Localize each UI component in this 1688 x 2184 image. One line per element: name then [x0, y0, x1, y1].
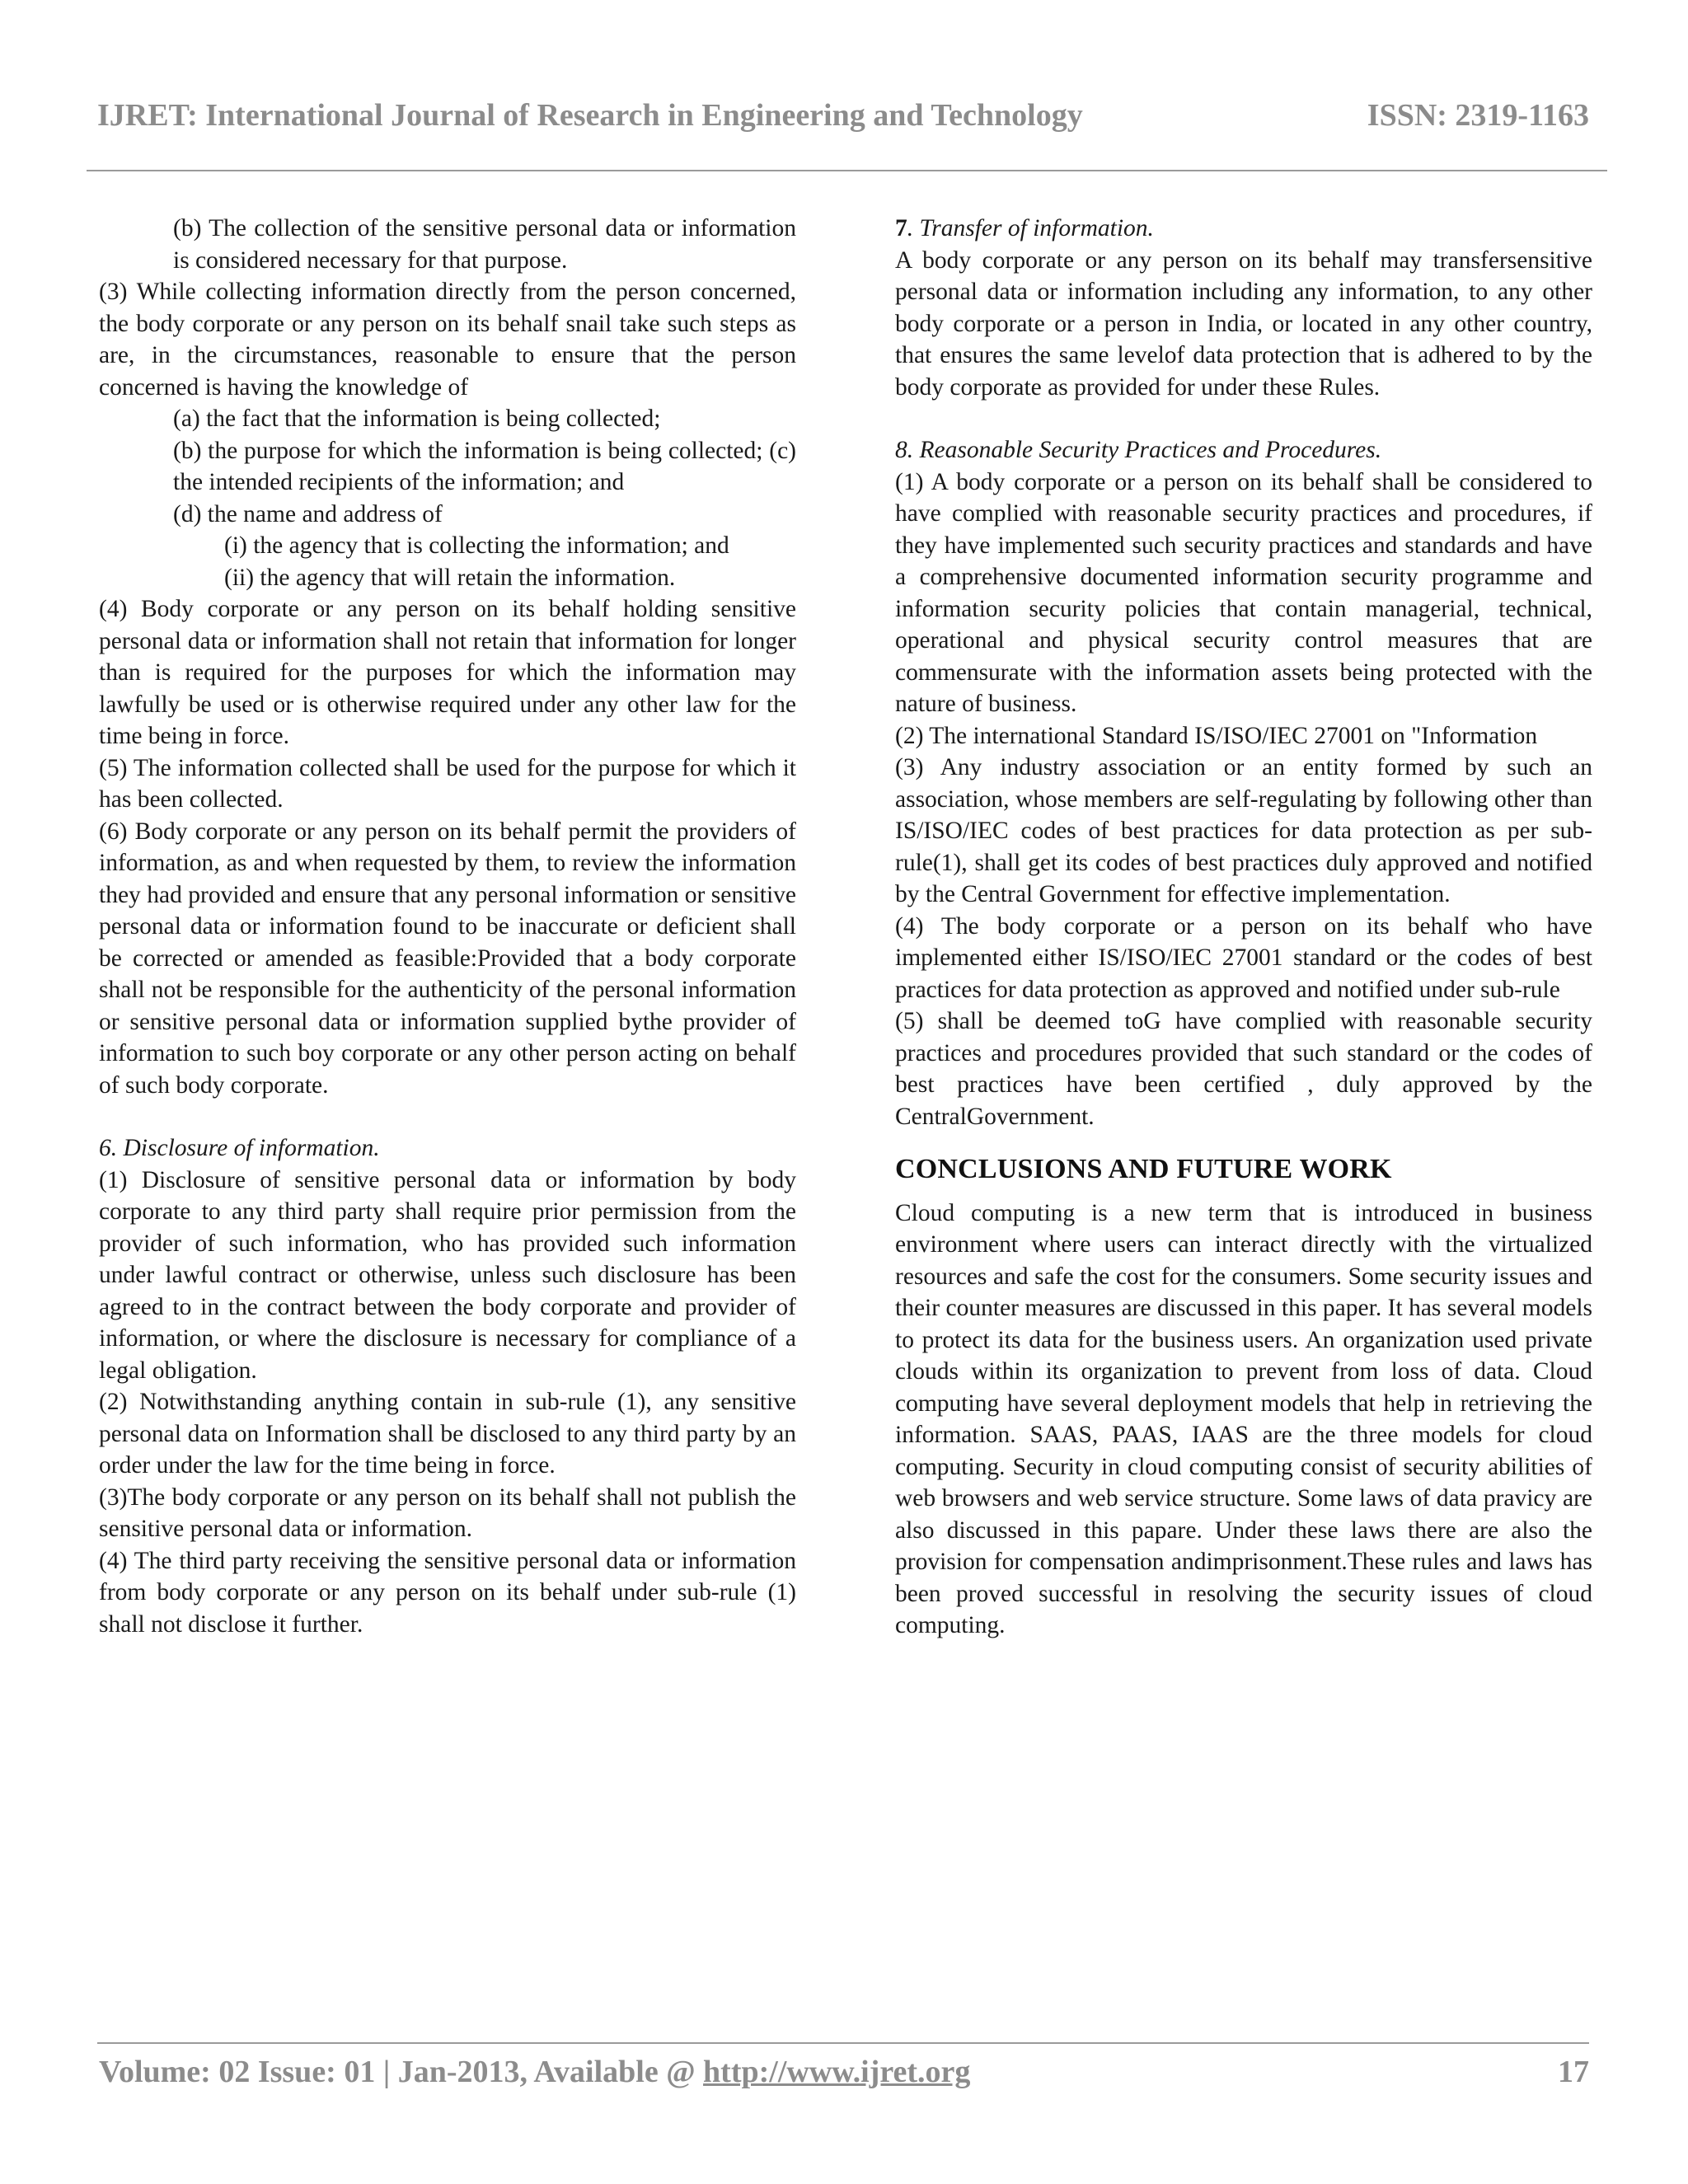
spacer: [99, 1101, 796, 1132]
section-heading-8: 8. Reasonable Security Practices and Procedures.: [895, 437, 1382, 463]
paragraph-3d-i: (i) the agency that is collecting the information; and: [224, 532, 729, 559]
left-column: [99, 213, 796, 1640]
footer-citation: [99, 2054, 970, 2090]
paragraph-5: (5) The information collected shall be used for the purpose for which it has been collected.: [99, 754, 796, 813]
issn-label: ISSN: 2319-1163: [1367, 98, 1589, 133]
security-2: (2) The international Standard IS/ISO/IEC 27001 on "Information: [895, 722, 1538, 749]
right-column: [895, 213, 1592, 1642]
paragraph-3b: (b) the purpose for which the information is being collected; (c) the intended recipients of the information; and: [173, 437, 796, 495]
transfer-body: A body corporate or any person on its behalf may transfersensitive personal data or information including any information, to any other body corporate or a person in India, or located in any other country, that ensures the same levelof data protection that is adhered to by the body corporate as provided for under these Rules.: [895, 246, 1592, 401]
paragraph-4: (4) Body corporate or any person on its behalf holding sensitive personal data or information shall not retain that information for longer than is required for the purposes for which the information may lawfully be used or is otherwise required under any other law for the time being in force.: [99, 596, 796, 749]
disclosure-2: (2) Notwithstanding anything contain in sub-rule (1), any sensitive personal data on Information shall be disclosed to any third party by an order under the law for the time being in force.: [99, 1389, 796, 1479]
section-number-7: 7: [895, 215, 907, 241]
security-4: (4) The body corporate or a person on its behalf who have implemented either IS/ISO/IEC 27001 standard or the codes of best practices for data protection as approved and notified under sub-rule: [895, 912, 1592, 1003]
security-5: (5) shall be deemed toG have complied with reasonable security practices and procedures provided that such standard or the codes of best practices have been certified , duly approved by the CentralGovernment.: [895, 1008, 1592, 1130]
paragraph-3a: (a) the fact that the information is being collected;: [173, 405, 661, 432]
paragraph-b: (b) The collection of the sensitive personal data or information is considered necessary for that purpose.: [173, 215, 796, 274]
section-heading-6: 6. Disclosure of information.: [99, 1135, 380, 1161]
security-3: (3) Any industry association or an entity formed by such an association, whose members are self-regulating by following other than IS/ISO/IEC codes of best practices for data protection as per sub-rule(1), shall get its codes of best practices duly approved and notified by the Central Government for effective implementation.: [895, 754, 1592, 907]
page-header: [97, 97, 1589, 147]
conclusions-heading: CONCLUSIONS AND FUTURE WORK: [895, 1154, 1392, 1184]
paragraph-6: (6) Body corporate or any person on its behalf permit the providers of information, as and when requested by them, to review the information they had provided and ensure that any personal information or sensitive personal data or information found to be inaccurate or deficient shall be corrected or amended as feasible:Provided that a body corporate shall not be responsible for the authenticity of the personal information or sensitive personal data or information supplied bythe provider of information to such boy corporate or any other person acting on behalf of such body corporate.: [99, 818, 796, 1099]
paragraph-3d: (d) the name and address of: [173, 500, 443, 527]
footer-divider: [97, 2042, 1589, 2044]
page-number: 17: [1558, 2055, 1589, 2089]
journal-title: IJRET: International Journal of Research in Engineering and Technology: [97, 98, 1083, 133]
volume-text: Volume: 02 Issue: 01 | Jan-2013, Available @: [99, 2055, 704, 2089]
section-heading-7: [895, 213, 1592, 245]
spacer: [895, 403, 1592, 434]
journal-link[interactable]: http://www.ijret.org: [703, 2055, 971, 2089]
disclosure-4: (4) The third party receiving the sensitive personal data or information from body corporate or any person on its behalf under sub-rule (1) shall not disclose it further.: [99, 1547, 796, 1638]
header-divider: [87, 170, 1607, 171]
conclusions-body: Cloud computing is a new term that is introduced in business environment where users can interact directly with the virtualized resources and safe the cost for the consumers. Some security issues and their counter measures are discussed in this paper. It has several models to protect its data for the business users. An organization used private clouds within its organization to prevent from loss of data. Cloud computing have several deployment models that help in retrieving the information. SAAS, PAAS, IAAS are the three models for cloud computing. Security in cloud computing consist of security abilities of web browsers and web service structure. Some laws of data pravicy are also discussed in this papare. Under these laws there are also the provision for compensation andimprisonment.These rules and laws has been proved successful in resolving the security issues of cloud computing.: [895, 1199, 1592, 1638]
paragraph-3: (3) While collecting information directly from the person concerned, the body corporate or any person on its behalf snail take such steps as are, in the circumstances, reasonable to ensure that the person concerned is having the knowledge of: [99, 279, 796, 401]
disclosure-1: (1) Disclosure of sensitive personal data or information by body corporate to any third party shall require prior permission from the provider of such information, who has provided such information under lawful contract or otherwise, unless such disclosure has been agreed to in the contract between the body corporate and provider of information, or where the disclosure is necessary for compliance of a legal obligation.: [99, 1166, 796, 1384]
paragraph-3d-ii: (ii) the agency that will retain the information.: [224, 564, 676, 591]
page-footer: [99, 2054, 1589, 2095]
disclosure-3: (3)The body corporate or any person on its behalf shall not publish the sensitive personal data or information.: [99, 1483, 796, 1542]
section-title-7: . Transfer of information.: [907, 215, 1154, 241]
security-1: (1) A body corporate or a person on its behalf shall be considered to have complied with reasonable security practices and procedures, if they have implemented such security practices and standards and have a comprehensive documented information security programme and information security policies that contain managerial, technical, operational and physical security control measures that are commensurate with the information assets being protected with the nature of business.: [895, 468, 1592, 717]
spacer: [895, 1132, 1592, 1154]
